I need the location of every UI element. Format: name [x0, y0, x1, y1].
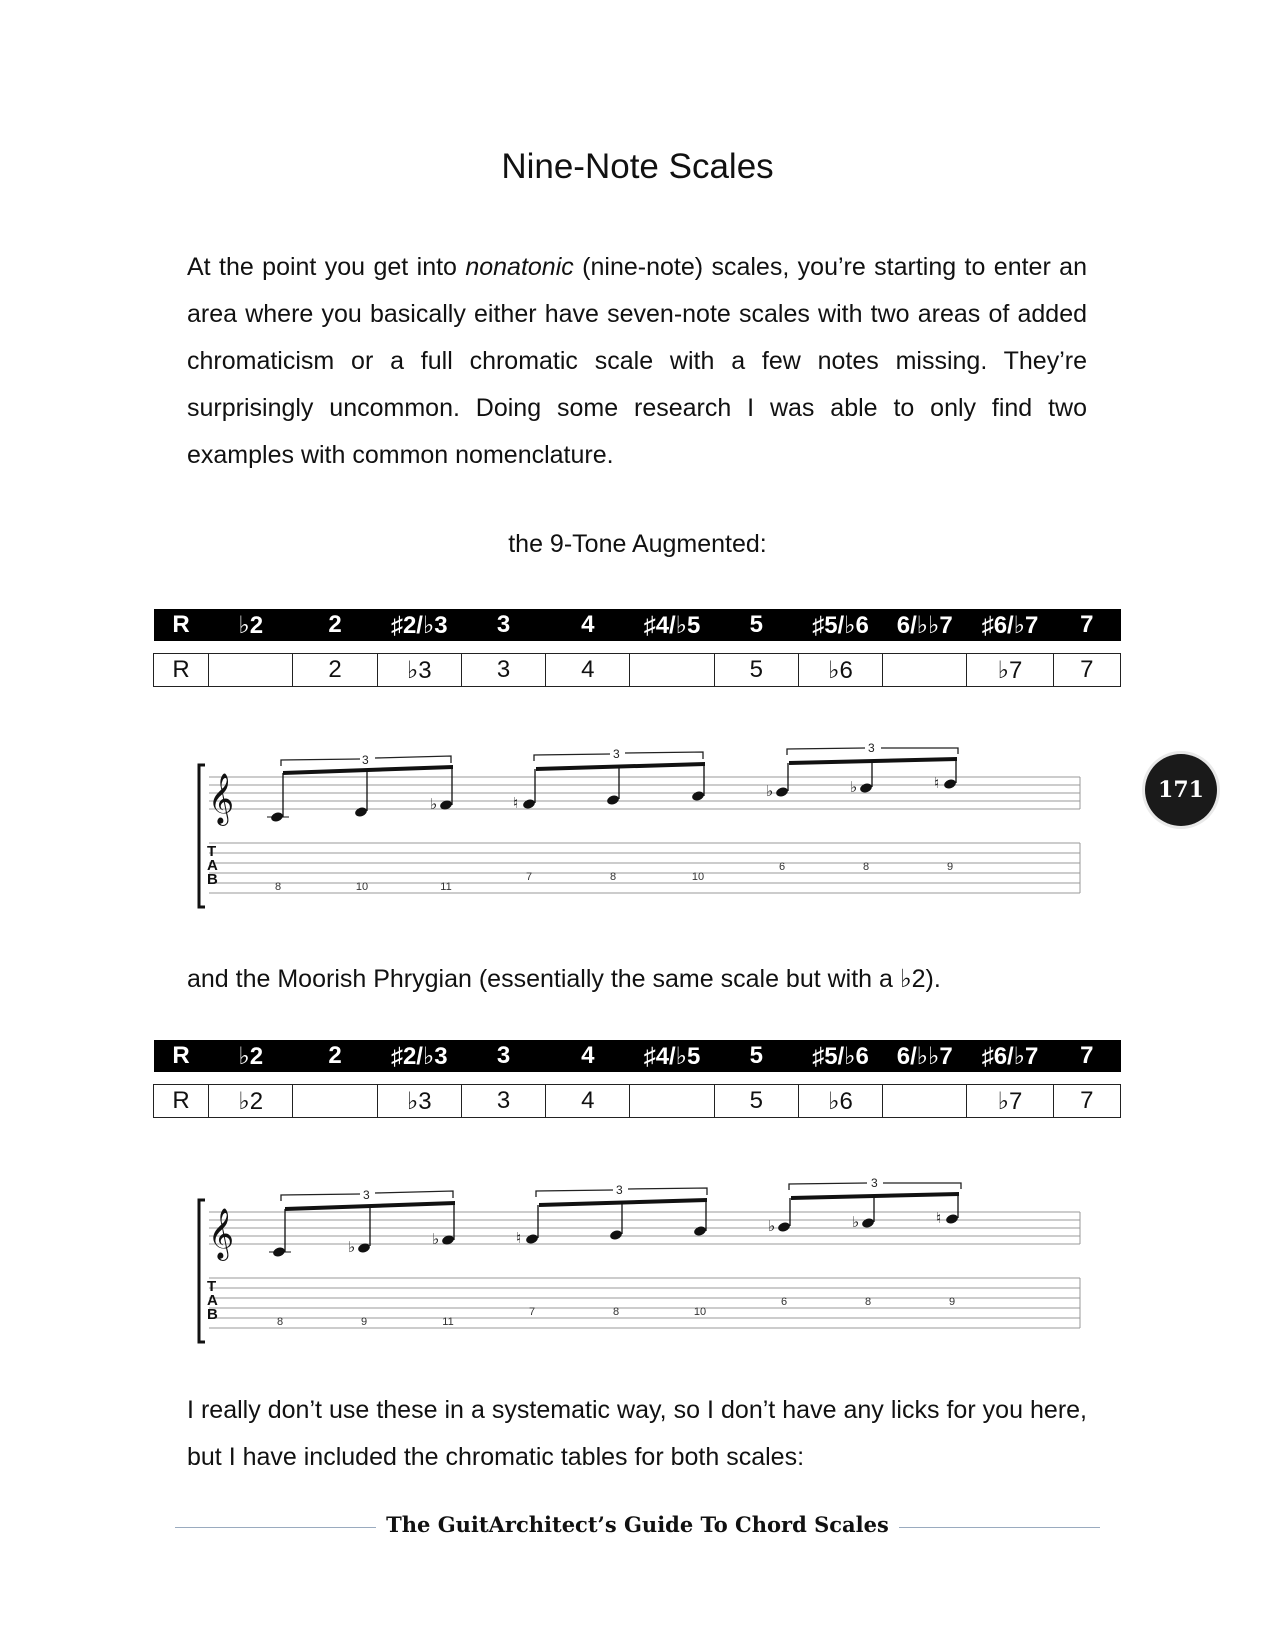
- scale-cell: 5: [714, 1085, 798, 1118]
- triplet-label: 3: [868, 741, 875, 755]
- system-bracket: [199, 1200, 205, 1342]
- caption-9-tone-augmented: the 9-Tone Augmented:: [508, 530, 767, 558]
- scale-cell: ♭7: [967, 1085, 1053, 1118]
- scale-row: [154, 1085, 1121, 1118]
- scale-cell: [630, 1085, 714, 1118]
- triplet-label: 3: [363, 1188, 370, 1202]
- svg-text:♭: ♭: [766, 782, 774, 800]
- fret-number: 8: [864, 1296, 872, 1308]
- fret-number: 7: [528, 1306, 536, 1318]
- treble-clef-icon: 𝄞: [208, 1208, 235, 1259]
- treble-clef-icon: 𝄞: [208, 773, 235, 824]
- intro-paragraph: [187, 244, 1087, 479]
- header-cell: ♯4/♭5: [630, 609, 714, 641]
- page-title: Nine-Note Scales: [501, 147, 774, 186]
- system-bracket: [199, 765, 205, 907]
- closing-paragraph: I really don’t use these in a systematic way, so I don’t have any licks for you here, but I have included the chromatic tables for both scales:: [187, 1396, 1087, 1471]
- header-cell: 5: [714, 1040, 798, 1072]
- interval-header-row: [154, 1040, 1121, 1072]
- svg-text:♭: ♭: [768, 1217, 776, 1235]
- scale-cell: ♭6: [798, 654, 882, 687]
- tab-letter: B: [207, 1306, 218, 1323]
- header-cell: 4: [546, 1040, 630, 1072]
- svg-text:♮: ♮: [936, 1209, 942, 1227]
- svg-text:♮: ♮: [513, 794, 519, 812]
- scale-cell: 7: [1053, 1085, 1120, 1118]
- header-cell: ♯6/♭7: [967, 1040, 1053, 1072]
- svg-text:♭: ♭: [850, 778, 858, 796]
- header-cell: ♯6/♭7: [967, 609, 1053, 641]
- scale-cell: ♭6: [798, 1085, 882, 1118]
- fret-number: 8: [276, 1316, 284, 1328]
- scale-cell: [630, 654, 714, 687]
- header-cell: 2: [293, 609, 377, 641]
- chromatic-table-augmented: [153, 609, 1121, 687]
- beams: [283, 757, 957, 775]
- scale-cell: 5: [714, 654, 798, 687]
- footer-title: The GuitArchitect’s Guide To Chord Scales: [376, 1512, 899, 1537]
- caption-moorish-phrygian: and the Moorish Phrygian (essentially the same scale but with a ♭2).: [187, 965, 941, 993]
- page-number-badge: 171: [1145, 754, 1217, 826]
- scale-row: [154, 654, 1121, 687]
- fret-number: 8: [612, 1306, 620, 1318]
- header-cell: 7: [1053, 1040, 1120, 1072]
- accidentals: [348, 1209, 941, 1256]
- tab-letter: T: [207, 1278, 217, 1295]
- triplet-label: 3: [362, 753, 369, 767]
- fret-number: 10: [691, 871, 705, 883]
- header-cell: R: [154, 609, 209, 641]
- notation-staff-moorish-phrygian: [195, 1170, 1085, 1350]
- fret-number: 10: [355, 881, 369, 893]
- header-cell: ♯4/♭5: [630, 1040, 714, 1072]
- fret-number: 6: [780, 1296, 788, 1308]
- tab-letter: A: [207, 857, 218, 874]
- fret-number: 11: [440, 881, 452, 893]
- scale-cell: ♭3: [377, 654, 461, 687]
- header-cell: 3: [461, 1040, 545, 1072]
- scale-cell: 3: [461, 1085, 545, 1118]
- header-cell: R: [154, 1040, 209, 1072]
- scale-cell: ♭3: [377, 1085, 461, 1118]
- scale-cell: R: [154, 1085, 209, 1118]
- scale-cell: R: [154, 654, 209, 687]
- footer-text-wrap: [175, 1512, 1100, 1537]
- header-cell: 6/♭♭7: [883, 1040, 967, 1072]
- scale-cell: [883, 654, 967, 687]
- fret-number: 9: [360, 1316, 368, 1328]
- scale-cell: [883, 1085, 967, 1118]
- svg-text:♭: ♭: [432, 1230, 440, 1248]
- header-cell: ♯2/♭3: [377, 609, 461, 641]
- fret-number: 8: [274, 881, 282, 893]
- fret-number: 10: [693, 1306, 707, 1318]
- tab-letter: T: [207, 843, 217, 860]
- scale-cell: [209, 654, 293, 687]
- tab-letter: B: [207, 871, 218, 888]
- scale-cell: 2: [293, 654, 377, 687]
- svg-text:♭: ♭: [430, 795, 438, 813]
- intro-italic-term: nonatonic: [465, 253, 574, 281]
- header-cell: 4: [546, 609, 630, 641]
- scale-cell: ♭2: [209, 1085, 293, 1118]
- triplet-label: 3: [616, 1183, 623, 1197]
- tab-letter: A: [207, 1292, 218, 1309]
- fret-number: 9: [946, 861, 954, 873]
- header-cell: ♭2: [209, 609, 293, 641]
- interval-header-row: [154, 609, 1121, 641]
- scale-cell: 3: [461, 654, 545, 687]
- header-cell: ♯5/♭6: [798, 609, 882, 641]
- scale-cell: 4: [546, 1085, 630, 1118]
- header-cell: 5: [714, 609, 798, 641]
- svg-text:♭: ♭: [852, 1213, 860, 1231]
- header-cell: ♯5/♭6: [798, 1040, 882, 1072]
- header-cell: 6/♭♭7: [883, 609, 967, 641]
- scale-cell: 7: [1053, 654, 1120, 687]
- fret-number: 6: [778, 861, 786, 873]
- header-cell: ♭2: [209, 1040, 293, 1072]
- fret-number: 9: [948, 1296, 956, 1308]
- header-cell: ♯2/♭3: [377, 1040, 461, 1072]
- scale-cell: [293, 1085, 377, 1118]
- scale-cell: 4: [546, 654, 630, 687]
- intro-text-rest: (nine-note) scales, you’re starting to enter an area where you basically either have seven-note scales with two areas of added chromaticism or a full chromatic scale with a few notes missing. They’re surprisingly uncommon. Doing some research I was able to only find two examples with common nomenclature.: [187, 253, 1087, 469]
- scale-cell: ♭7: [967, 654, 1053, 687]
- chromatic-table-moorish-phrygian: [153, 1040, 1121, 1118]
- svg-text:♭: ♭: [348, 1238, 356, 1256]
- notation-staff-augmented: [195, 735, 1085, 915]
- header-cell: 3: [461, 609, 545, 641]
- svg-text:♮: ♮: [516, 1229, 522, 1247]
- triplet-label: 3: [613, 747, 620, 761]
- svg-text:♮: ♮: [934, 774, 940, 792]
- fret-number: 8: [609, 871, 617, 883]
- fret-number: 7: [525, 871, 533, 883]
- fret-number: 11: [442, 1316, 454, 1328]
- page-footer: [175, 1512, 1100, 1542]
- header-cell: 2: [293, 1040, 377, 1072]
- header-cell: 7: [1053, 609, 1120, 641]
- intro-text-start: At the point you get into: [187, 253, 466, 281]
- triplet-label: 3: [871, 1176, 878, 1190]
- fret-number: 8: [862, 861, 870, 873]
